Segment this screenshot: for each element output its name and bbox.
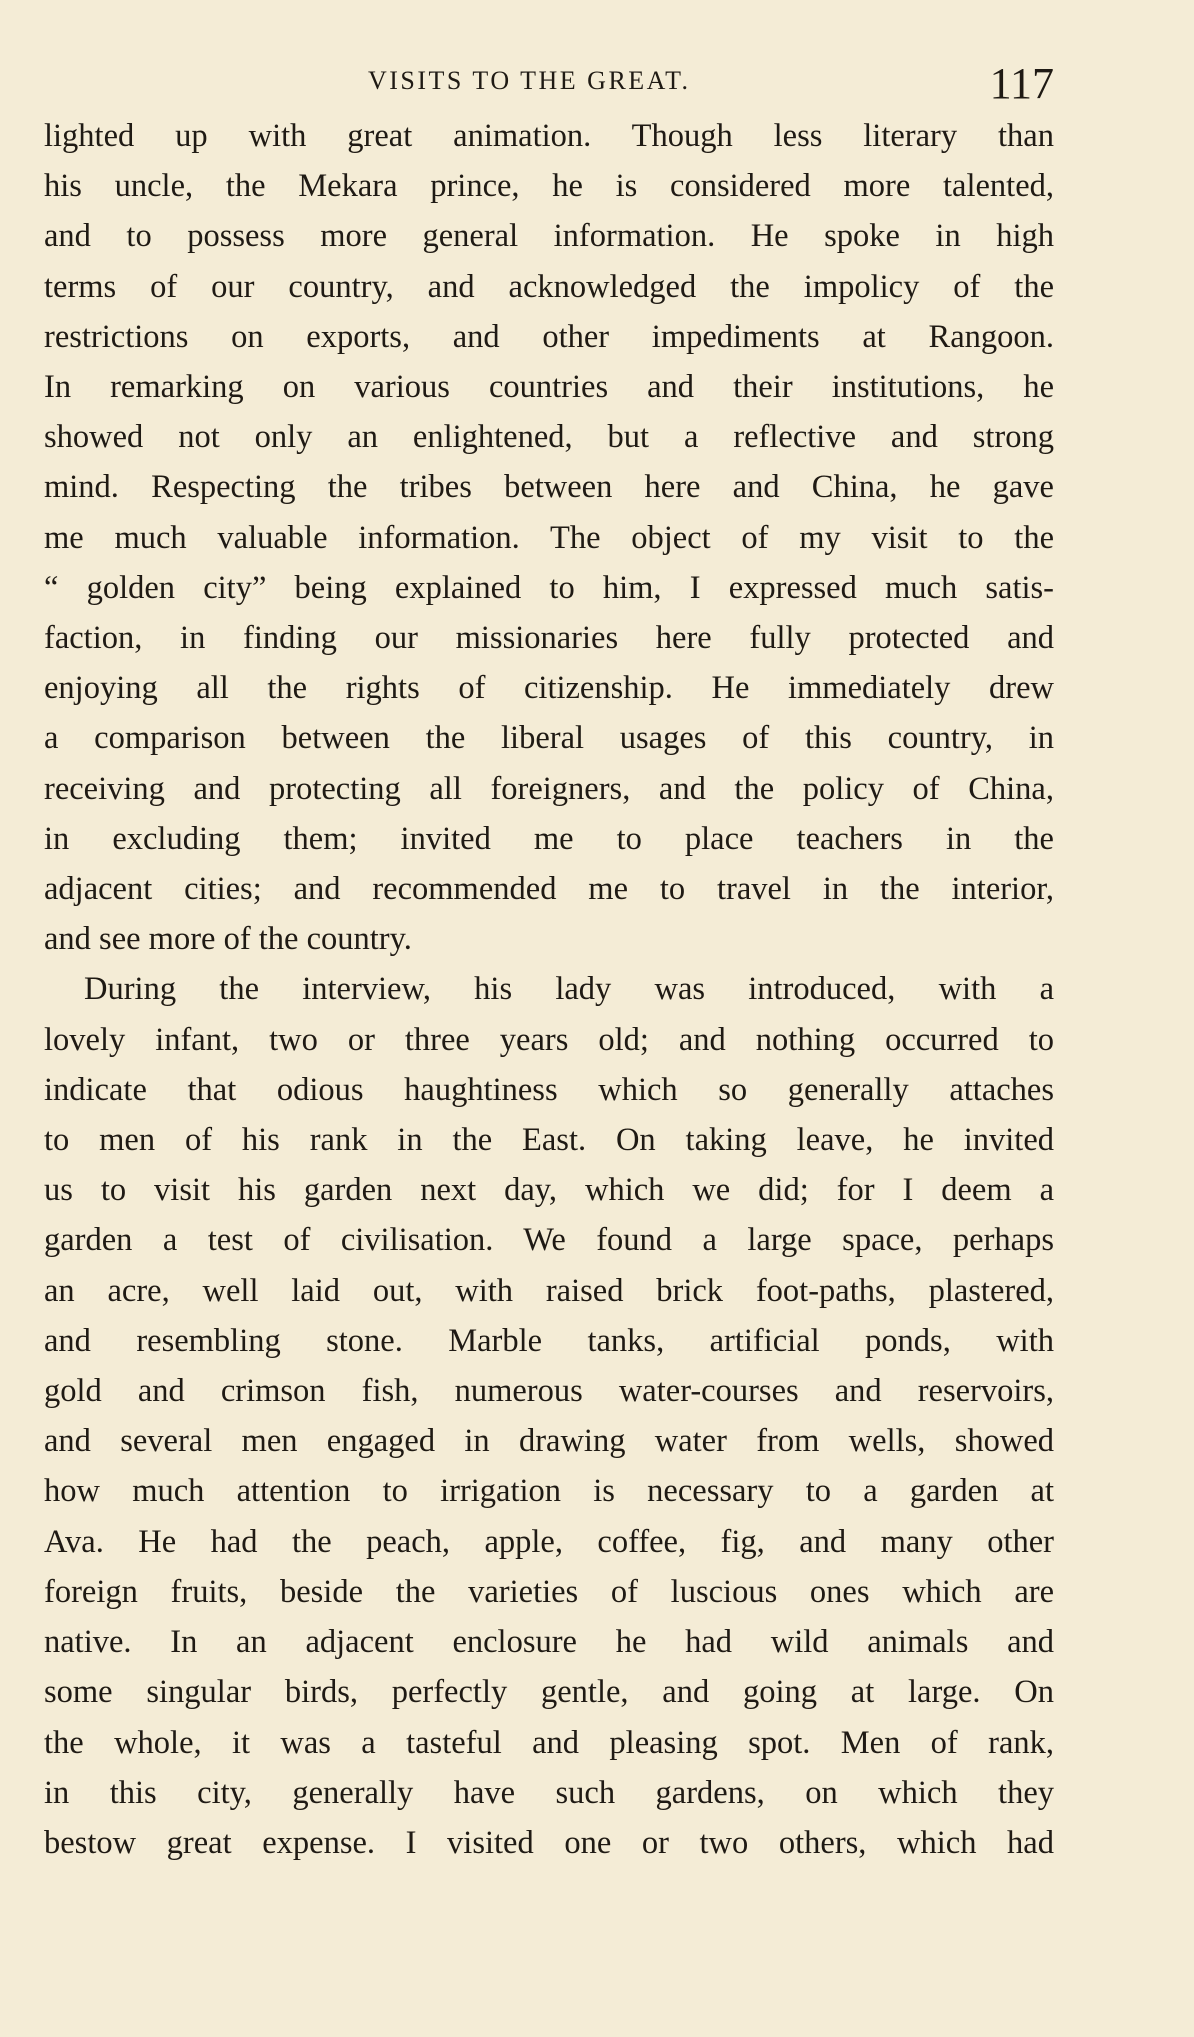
text-line: me much valuable information. The object of my visit to the: [44, 519, 1054, 556]
text-line: how much attention to irrigation is necessary to a garden at: [44, 1473, 1054, 1510]
text-line: an acre, well laid out, with raised brick foot-paths, plastered,: [44, 1272, 1054, 1309]
text-line: Ava. He had the peach, apple, coffee, fig, and many other: [44, 1523, 1054, 1560]
text-line: showed not only an enlightened, but a reflective and strong: [44, 419, 1054, 456]
text-line: gold and crimson fish, numerous water-courses and reservoirs,: [44, 1373, 1054, 1410]
text-line: garden a test of civilisation. We found a large space, perhaps: [44, 1222, 1054, 1259]
text-line: faction, in finding our missionaries here fully protected and: [44, 620, 1054, 657]
text-line: us to visit his garden next day, which we did; for I deem a: [44, 1172, 1054, 1209]
text-line: In remarking on various countries and their institutions, he: [44, 369, 1054, 406]
text-line: bestow great expense. I visited one or two others, which had: [44, 1824, 1054, 1861]
text-line: mind. Respecting the tribes between here and China, he gave: [44, 469, 1054, 506]
text-line: enjoying all the rights of citizenship. He immediately drew: [44, 670, 1054, 707]
text-line: adjacent cities; and recommended me to travel in the interior,: [44, 871, 1054, 908]
text-line: and to possess more general information. He spoke in high: [44, 218, 1054, 255]
text-line-paragraph-start: During the interview, his lady was introduced, with a: [84, 971, 1054, 1008]
text-line: lovely infant, two or three years old; and nothing occurred to: [44, 1021, 1054, 1058]
text-line: and resembling stone. Marble tanks, artificial ponds, with: [44, 1322, 1054, 1359]
text-line-paragraph-end: and see more of the country.: [44, 921, 412, 958]
text-line: restrictions on exports, and other impediments at Rangoon.: [44, 318, 1054, 355]
body-text: [44, 111, 1054, 1868]
text-line: receiving and protecting all foreigners, and the policy of China,: [44, 770, 1054, 807]
text-line: the whole, it was a tasteful and pleasing spot. Men of rank,: [44, 1724, 1054, 1761]
text-line: terms of our country, and acknowledged the impolicy of the: [44, 268, 1054, 305]
text-line: a comparison between the liberal usages of this country, in: [44, 720, 1054, 757]
running-header: [44, 58, 1054, 118]
page-number: 117: [989, 59, 1054, 108]
text-line: in excluding them; invited me to place teachers in the: [44, 820, 1054, 857]
text-line: lighted up with great animation. Though less literary than: [44, 118, 1054, 154]
text-line: some singular birds, perfectly gentle, and going at large. On: [44, 1674, 1054, 1711]
text-line: “ golden city” being explained to him, I expressed much satis-: [44, 569, 1054, 606]
text-line: to men of his rank in the East. On taking leave, he invited: [44, 1122, 1054, 1159]
text-line: indicate that odious haughtiness which so generally attaches: [44, 1071, 1054, 1108]
text-line: his uncle, the Mekara prince, he is considered more talented,: [44, 168, 1054, 205]
text-line: and several men engaged in drawing water from wells, showed: [44, 1423, 1054, 1460]
text-line: in this city, generally have such gardens, on which they: [44, 1774, 1054, 1811]
text-line: native. In an adjacent enclosure he had wild animals and: [44, 1624, 1054, 1661]
running-title: VISITS TO THE GREAT.: [368, 66, 691, 95]
text-line: foreign fruits, beside the varieties of luscious ones which are: [44, 1573, 1054, 1610]
